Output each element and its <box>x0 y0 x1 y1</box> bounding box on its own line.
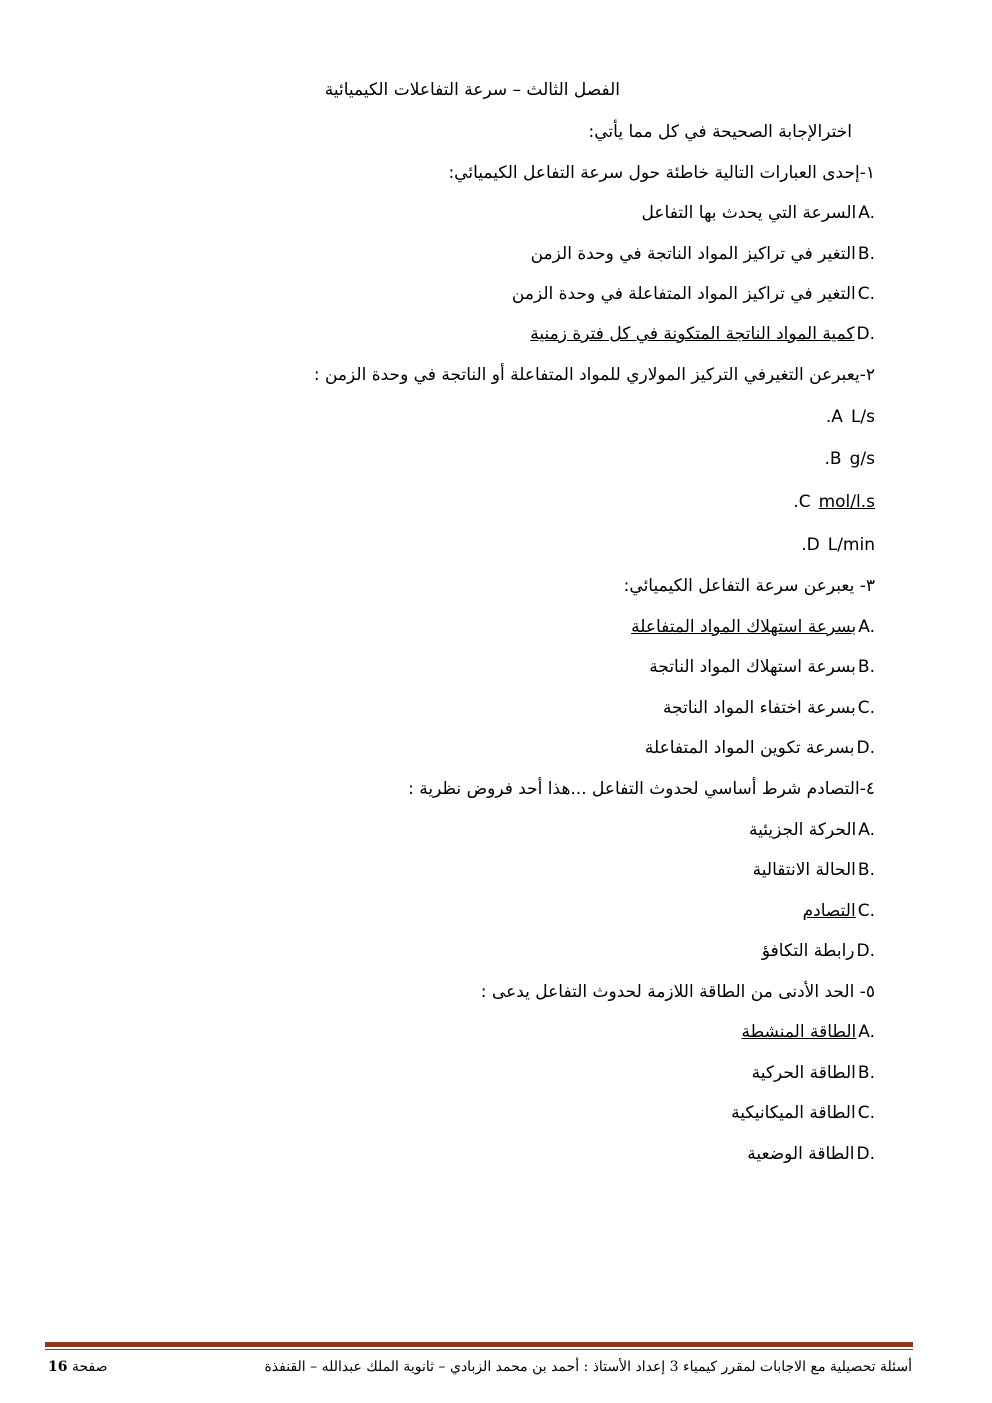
q4-option-a <box>749 818 875 842</box>
option-text: الطاقة الوضعية <box>747 1144 855 1164</box>
q1-option-b <box>531 242 875 266</box>
option-text: L/s <box>850 407 875 427</box>
option-text: السرعة التي يحدث بها التفاعل <box>641 203 857 223</box>
question-4: ٤-التصادم شرط أساسي لحدوث التفاعل ...هذا أحد فروض نظرية : <box>408 779 875 799</box>
option-text: الحالة الانتقالية <box>752 860 856 880</box>
page-number-value: 16 <box>48 1359 68 1375</box>
q5-option-b <box>752 1061 875 1085</box>
option-text: الطاقة الميكانيكية <box>731 1103 856 1123</box>
q3-option-a <box>631 615 875 639</box>
option-letter: .C <box>793 492 811 512</box>
question-3: ٣- يعبرعن سرعة التفاعل الكيميائي: <box>623 576 875 596</box>
footer-divider <box>45 1342 913 1347</box>
question-2: ٢-يعبرعن التغيرفي التركيز المولاري للمواد المتفاعلة أو الناتجة في وحدة الزمن : <box>313 365 875 385</box>
option-letter: D. <box>856 324 875 344</box>
footer-divider-thin <box>45 1349 913 1350</box>
q3-option-c <box>663 696 875 720</box>
option-text-correct: التصادم <box>802 901 856 921</box>
chapter-title: الفصل الثالث – سرعة التفاعلات الكيميائية <box>324 80 620 100</box>
option-letter: .B <box>824 449 842 469</box>
q5-option-c <box>731 1101 875 1125</box>
option-letter: C. <box>857 284 875 304</box>
option-text: بسرعة استهلاك المواد الناتجة <box>649 657 856 677</box>
option-letter: .A <box>825 407 843 427</box>
option-text: g/s <box>849 449 875 469</box>
option-text: الحركة الجزيئية <box>749 820 857 840</box>
option-text: رابطة التكافؤ <box>761 941 855 961</box>
option-letter: C. <box>857 901 875 921</box>
q2-option-a <box>824 405 875 429</box>
option-text: التغير في تراكيز المواد الناتجة في وحدة الزمن <box>530 244 856 264</box>
option-letter: A. <box>858 1022 875 1042</box>
question-5: ٥- الحد الأدنى من الطاقة اللازمة لحدوث التفاعل يدعى : <box>480 982 875 1002</box>
instruction: اخترالإجابة الصحيحة في كل مما يأتي: <box>588 122 852 142</box>
option-letter: A. <box>858 617 875 637</box>
option-letter: D. <box>856 738 875 758</box>
q2-option-b <box>823 447 875 471</box>
option-letter: B. <box>857 657 875 677</box>
q2-option-c <box>791 490 875 514</box>
footer-credit: أسئلة تحصيلية مع الاجابات لمقرر كيمياء 3 إعداد الأستاذ : أحمد بن محمد الزبادي – ثانوية الملك عبدالله – القنفذة <box>264 1359 912 1375</box>
option-letter: A. <box>858 820 875 840</box>
q3-option-d <box>645 736 875 760</box>
option-letter: C. <box>857 1103 875 1123</box>
q1-option-d <box>530 322 875 346</box>
option-text-correct: الطاقة المنشطة <box>741 1022 857 1042</box>
option-letter: B. <box>857 1063 875 1083</box>
q5-option-d <box>747 1142 875 1166</box>
q4-option-c <box>803 899 875 923</box>
page-number <box>48 1356 107 1378</box>
option-letter: D. <box>856 1144 875 1164</box>
page-label: صفحة <box>71 1359 108 1375</box>
q3-option-b <box>649 655 875 679</box>
q4-option-b <box>753 858 875 882</box>
option-text-correct: كمية المواد الناتجة المتكونة في كل فترة زمنية <box>530 324 855 344</box>
option-text-correct: بسرعة استهلاك المواد المتفاعلة <box>631 617 857 637</box>
q5-option-a <box>742 1020 876 1044</box>
option-letter: A. <box>858 203 875 223</box>
q4-option-d <box>762 939 875 963</box>
option-text: L/min <box>827 535 875 555</box>
q2-option-d <box>799 533 875 557</box>
option-text-correct: mol/l.s <box>818 492 875 512</box>
option-text: التغير في تراكيز المواد المتفاعلة في وحدة الزمن <box>511 284 856 304</box>
q1-option-a <box>642 201 875 225</box>
option-text: الطاقة الحركية <box>751 1063 856 1083</box>
option-text: بسرعة تكوين المواد المتفاعلة <box>644 738 855 758</box>
option-letter: C. <box>857 698 875 718</box>
option-text: بسرعة اختفاء المواد الناتجة <box>662 698 856 718</box>
option-letter: B. <box>857 244 875 264</box>
q1-option-c <box>512 282 875 306</box>
option-letter: .D <box>801 535 820 555</box>
question-1: ١-إحدى العبارات التالية خاطئة حول سرعة التفاعل الكيميائي: <box>448 163 875 183</box>
option-letter: B. <box>857 860 875 880</box>
option-letter: D. <box>856 941 875 961</box>
